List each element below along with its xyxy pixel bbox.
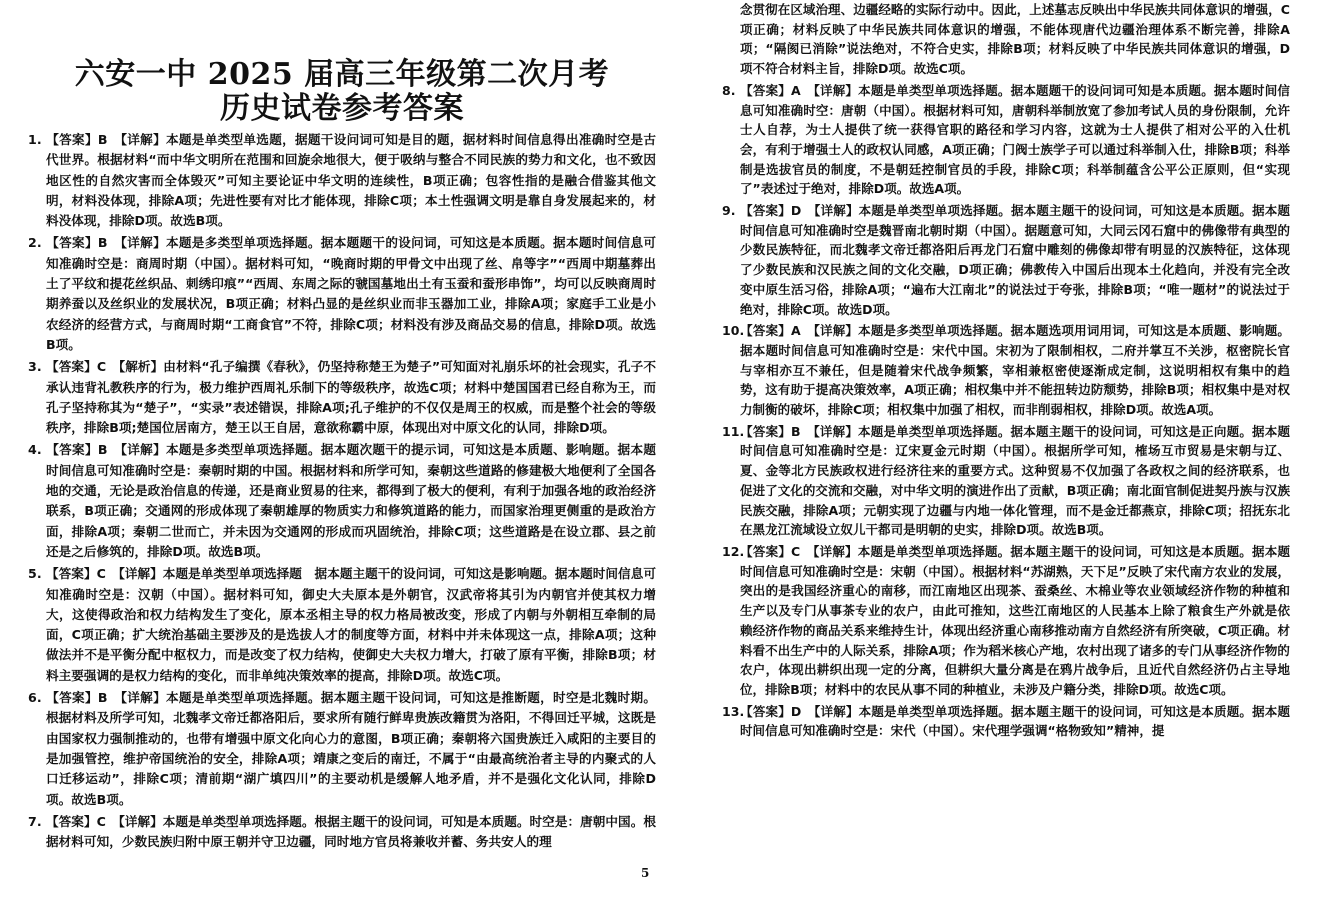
- item-text: 【答案】A 【详解】本题是多类型单项选择题。据本题选项用词用词，可知这是本质题、影响题。据本题时间信息可知准确时空是：宋代中国。宋初为了限制相权，二府并掌互不关涉，枢密院长官与宰相亦互不兼任，但是随着宋代战争频繁，宰相兼枢密使逐渐成定制，这说明相权有集中的趋势，这有助于提高决策效率，A项正确；相权集中并不能扭转边防颓势，排除B项；相权集中是对权力制衡的破坏，排除C项；相权集中加强了相权，而非削弱相权，排除D项。故选A项。: [740, 323, 1290, 418]
- item-text: 念贯彻在区域治理、边疆经略的实际行动中。因此，上述墓志反映出中华民族共同体意识的增强，C项正确；材料反映了中华民族共同体意识的增强，不能体现唐代边疆治理体系不断完善，排除A项；“隔阂已消除”说法绝对，不符合史实，排除B项；材料反映了中华民族共同体意识的增强，D项不符合材料主旨，排除D项。故选C项。: [740, 2, 1290, 77]
- left-column: [28, 0, 656, 854]
- item-number: 13.: [722, 703, 745, 719]
- answer-item-3: [28, 357, 656, 438]
- item-text: 【答案】B 【详解】本题是单类型单项选择题。据本题主题干的设问词，可知这是正向题。据本题时间信息可知准确时空是：辽宋夏金元时期（中国）。根据所学可知，榷场互市贸易是宋朝与辽、夏、金等北方民族政权进行经济往来的重要方式。这种贸易不仅加强了各政权之间的经济联系，也促进了文化的交流和交融，对中华文明的演进作出了贡献，B项正确；南北面官制促进契丹族与汉族民族交融，排除A项；元朝实现了边疆与内地一体化管理，而不是金迁都燕京，排除C项；招抚东北在黑龙江流域设立奴儿干都司是明朝的史实，排除D项。故选B项。: [740, 423, 1290, 538]
- item-text: 【答案】B 【详解】本题是单类型单选题，据题干设问词可知是目的题，据材料时间信息得出准确时空是古代世界。根据材料“而中华文明所在范围和回旋余地很大，便于吸纳与整合不同民族的势力和文化，也不致因地区性的自然灾害而全体毁灭”可知主要论证中华文明的连续性，B项正确；包容性指的是融合借鉴其他文明，材料没体现，排除A项；先进性要有对比才能体现，排除C项；本土性强调文明是靠自身发展起来的，材料没体现，排除D项。故选B项。: [46, 132, 656, 229]
- item-text: 【答案】C 【详解】本题是单类型单项选择题。据本题主题干的设问词，可知这是本质题。据本题时间信息可知准确时空是：宋朝（中国）。根据材料“苏湖熟，天下足”反映了宋代南方农业的发展，突出的是我国经济重心的南移，而江南地区出现茶、蚕桑丝、木棉业等农业领域经济作物的种植和生产以及专门从事茶专业的农户，由此可推知，这些江南地区的人民基本上除了粮食生产外就是依赖经济作物的商品关系来维持生计，体现出经济重心南移推动南方自然经济有所突破，C项正确。材料看不出生产中的人际关系，排除A项；作为稻米核心产地，农村出现了诸多的专门从事经济作物的农户，体现出耕织出现一定的分离，但耕织大量分离是在鸦片战争后，且近代自然经济仍占主导地位，排除B项；材料中的农民从事不同的种植业，未涉及户籍分类，排除D项。故选C项。: [740, 543, 1290, 697]
- answer-item-4: [28, 440, 656, 562]
- item-text: 【答案】B 【详解】本题是单类型单项选择题。据本题主题干设问词，可知这是推断题，时空是北魏时期。根据材料及所学可知，北魏孝文帝迁都洛阳后，要求所有随行鲜卑贵族改籍贯为洛阳，不得回迁平城，这既是由国家权力强制推动的，也带有增强中原文化向心力的意图，B项正确；秦朝将六国贵族迁入咸阳的主要目的是加强管控，维护帝国统治的安全，排除A项；靖康之变后的南迁，不属于“由最高统治者主导的内聚式的人口迁移运动”，排除C项；清前期“湖广填四川”的主要动机是缓解人地矛盾，并不是强化文化认同，排除D项。故选B项。: [46, 690, 656, 807]
- item-text: 【答案】C 【详解】本题是单类型单项选择题。根据主题干的设问词，可知是本质题。时空是：唐朝中国。根据材料可知，少数民族归附中原王朝并守卫边疆，同时地方官员将兼收并蓄、务共安人的理: [46, 813, 656, 850]
- item-text: 【答案】C 【详解】本题是单类型单项选择题 据本题主题干的设问词，可知这是影响题。据本题时间信息可知准确时空是：汉朝（中国）。据材料可知，御史大夫原本是外朝官，汉武帝将其引为内朝官并使其权力增大，这使得政治和权力结构发生了变化，原本丞相主导的权力格局被改变，形成了内朝与外朝相互牵制的局面，C项正确；扩大统治基础主要涉及的是选拔人才的制度等方面，材料中并未体现这一点，排除A项；这种做法并不是平衡分配中枢权力，而是改变了权力结构，使御史大夫权力增大，打破了原有平衡，排除B项；材料主要强调的是权力结构的变化，而非单纯决策效率的提高，排除D项。故选C项。: [46, 566, 656, 683]
- item-text: 【答案】B 【详解】本题是多类型单项选择题。据本题题干的设问词，可知这是本质题。据本题时间信息可知准确时空是：商周时期（中国）。据材料可知，“晚商时期的甲骨文中出现了丝、帛等字”“西周中期墓葬出土了平纹和提花丝织品、刺绣印痕”“西周、东周之际的虢国墓地出土有玉蚕和蚕形串饰”，均可以反映商周时期养蚕以及丝织业的发展状况，B项正确；材料凸显的是丝织业而非玉器加工业，排除A项；家庭手工业是小农经济的经营方式，与商周时期“工商食官”不符，排除C项；材料没有涉及商品交易的信息，排除D项。故选B项。: [46, 235, 656, 352]
- right-column: [722, 0, 1290, 743]
- item-number: 10.: [722, 323, 745, 339]
- answer-item-2: [28, 233, 656, 355]
- answer-item-11: [722, 422, 1290, 540]
- item-number: 1.: [28, 132, 42, 147]
- item-text: 【答案】A 【详解】本题是单类型单项选择题。据本题题干的设问词可知是本质题。据本题时间信息可知准确时空：唐朝（中国）。根据材料可知，唐朝科举制放宽了参加考试人员的身份限制，允许士人自荐，为士人提供了统一获得官职的路径和学习内容，这就为士人提供了相对公平的入仕机会，有利于增强士人的政权认同感，A项正确；门阀士族学子可以通过科举制入仕，排除B项；科举制是选拔官员的制度，不是朝廷控制官员的手段，排除C项；科举制蕴含公平公正原则，但“实现了”表述过于绝对，排除D项。故选A项。: [740, 82, 1290, 197]
- item-text: 【答案】D 【详解】本题是单类型单项选择题。据本题主题干的设问词，可知这是本质题。据本题时间信息可知准确时空是魏晋南北朝时期（中国）。据题意可知，大同云冈石窟中的佛像带有典型的少数民族特征，而北魏孝文帝迁都洛阳后再龙门石窟中雕刻的佛像却带有明显的汉族特征，这体现了少数民族和汉民族之间的文化交融，D项正确；佛教传入中国后出现本土化趋向，并没有完全改变中原生活习俗，排除A项；“遍布大江南北”的说法过于夸张，排除B项；“唯一题材”的说法过于绝对，排除C项。故选D项。: [740, 203, 1290, 317]
- page-number: 5: [641, 866, 650, 880]
- item-number: 9.: [722, 203, 736, 219]
- answer-item-6: [28, 688, 656, 810]
- answer-item-8: [722, 81, 1290, 199]
- answer-item-7-continued: [722, 0, 1290, 79]
- item-number: 2.: [28, 235, 42, 251]
- item-number: 11.: [722, 423, 745, 439]
- item-number: 8.: [722, 82, 736, 98]
- answer-item-10: [722, 321, 1290, 420]
- answer-item-13: [722, 702, 1290, 741]
- item-text: 【答案】B 【详解】本题是多类型单项选择题。据本题次题干的提示词，可知这是本质题、影响题。据本题时间信息可知准确时空是：秦朝时期的中国。根据材料和所学可知，秦朝这些道路的修建极大地便利了全国各地的交通，无论是政治信息的传递，还是商业贸易的往来，都得到了极大的便利，有利于加强各地的政治经济联系，B项正确；交通网的形成体现了秦朝雄厚的物质实力和修筑道路的能力，而国家治理更侧重的是政治方面，排除A项；秦朝二世而亡，并未因为交通网的形成而巩固统治，排除C项；这些道路是在设立郡、县之前还是之后修筑的，排除D项。故选B项。: [46, 442, 656, 559]
- answer-item-1: [28, 130, 656, 231]
- item-number: 12.: [722, 543, 745, 559]
- answer-item-9: [722, 201, 1290, 319]
- item-number: 6.: [28, 690, 42, 706]
- page-subtitle: 历史试卷参考答案: [220, 91, 464, 126]
- item-number: 3.: [28, 359, 42, 375]
- item-number: 5.: [28, 566, 42, 582]
- item-text: 【答案】C 【解析】由材料“孔子编撰《春秋》，仍坚持称楚王为楚子”可知面对礼崩乐坏的社会现实，孔子不承认违背礼教秩序的行为，极力维护西周礼乐制下的等级秩序，故选C项；材料中楚国国君已经自称为王，而孔子坚持称其为“楚子”，“实录”表述错误，排除A项;孔子维护的不仅仅是周王的权威，而是整个社会的等级秩序，排除B项;楚国位居南方，楚王以王自居，意欲称霸中原，体现出对中原文化的认同，排除D项。: [46, 359, 656, 436]
- item-text: 【答案】D 【详解】本题是单类型单项选择题。据本题主题干的设问词，可知这是本质题。据本题时间信息可知准确时空是：宋代（中国）。宋代理学强调“格物致知”精神，提: [740, 703, 1290, 739]
- page-title: 六安一中 2025 届高三年级第二次月考: [74, 57, 610, 92]
- item-number: 4.: [28, 442, 42, 458]
- answer-item-7: [28, 812, 656, 853]
- answer-item-12: [722, 542, 1290, 700]
- item-number: 7.: [28, 813, 42, 829]
- answer-item-5: [28, 564, 656, 686]
